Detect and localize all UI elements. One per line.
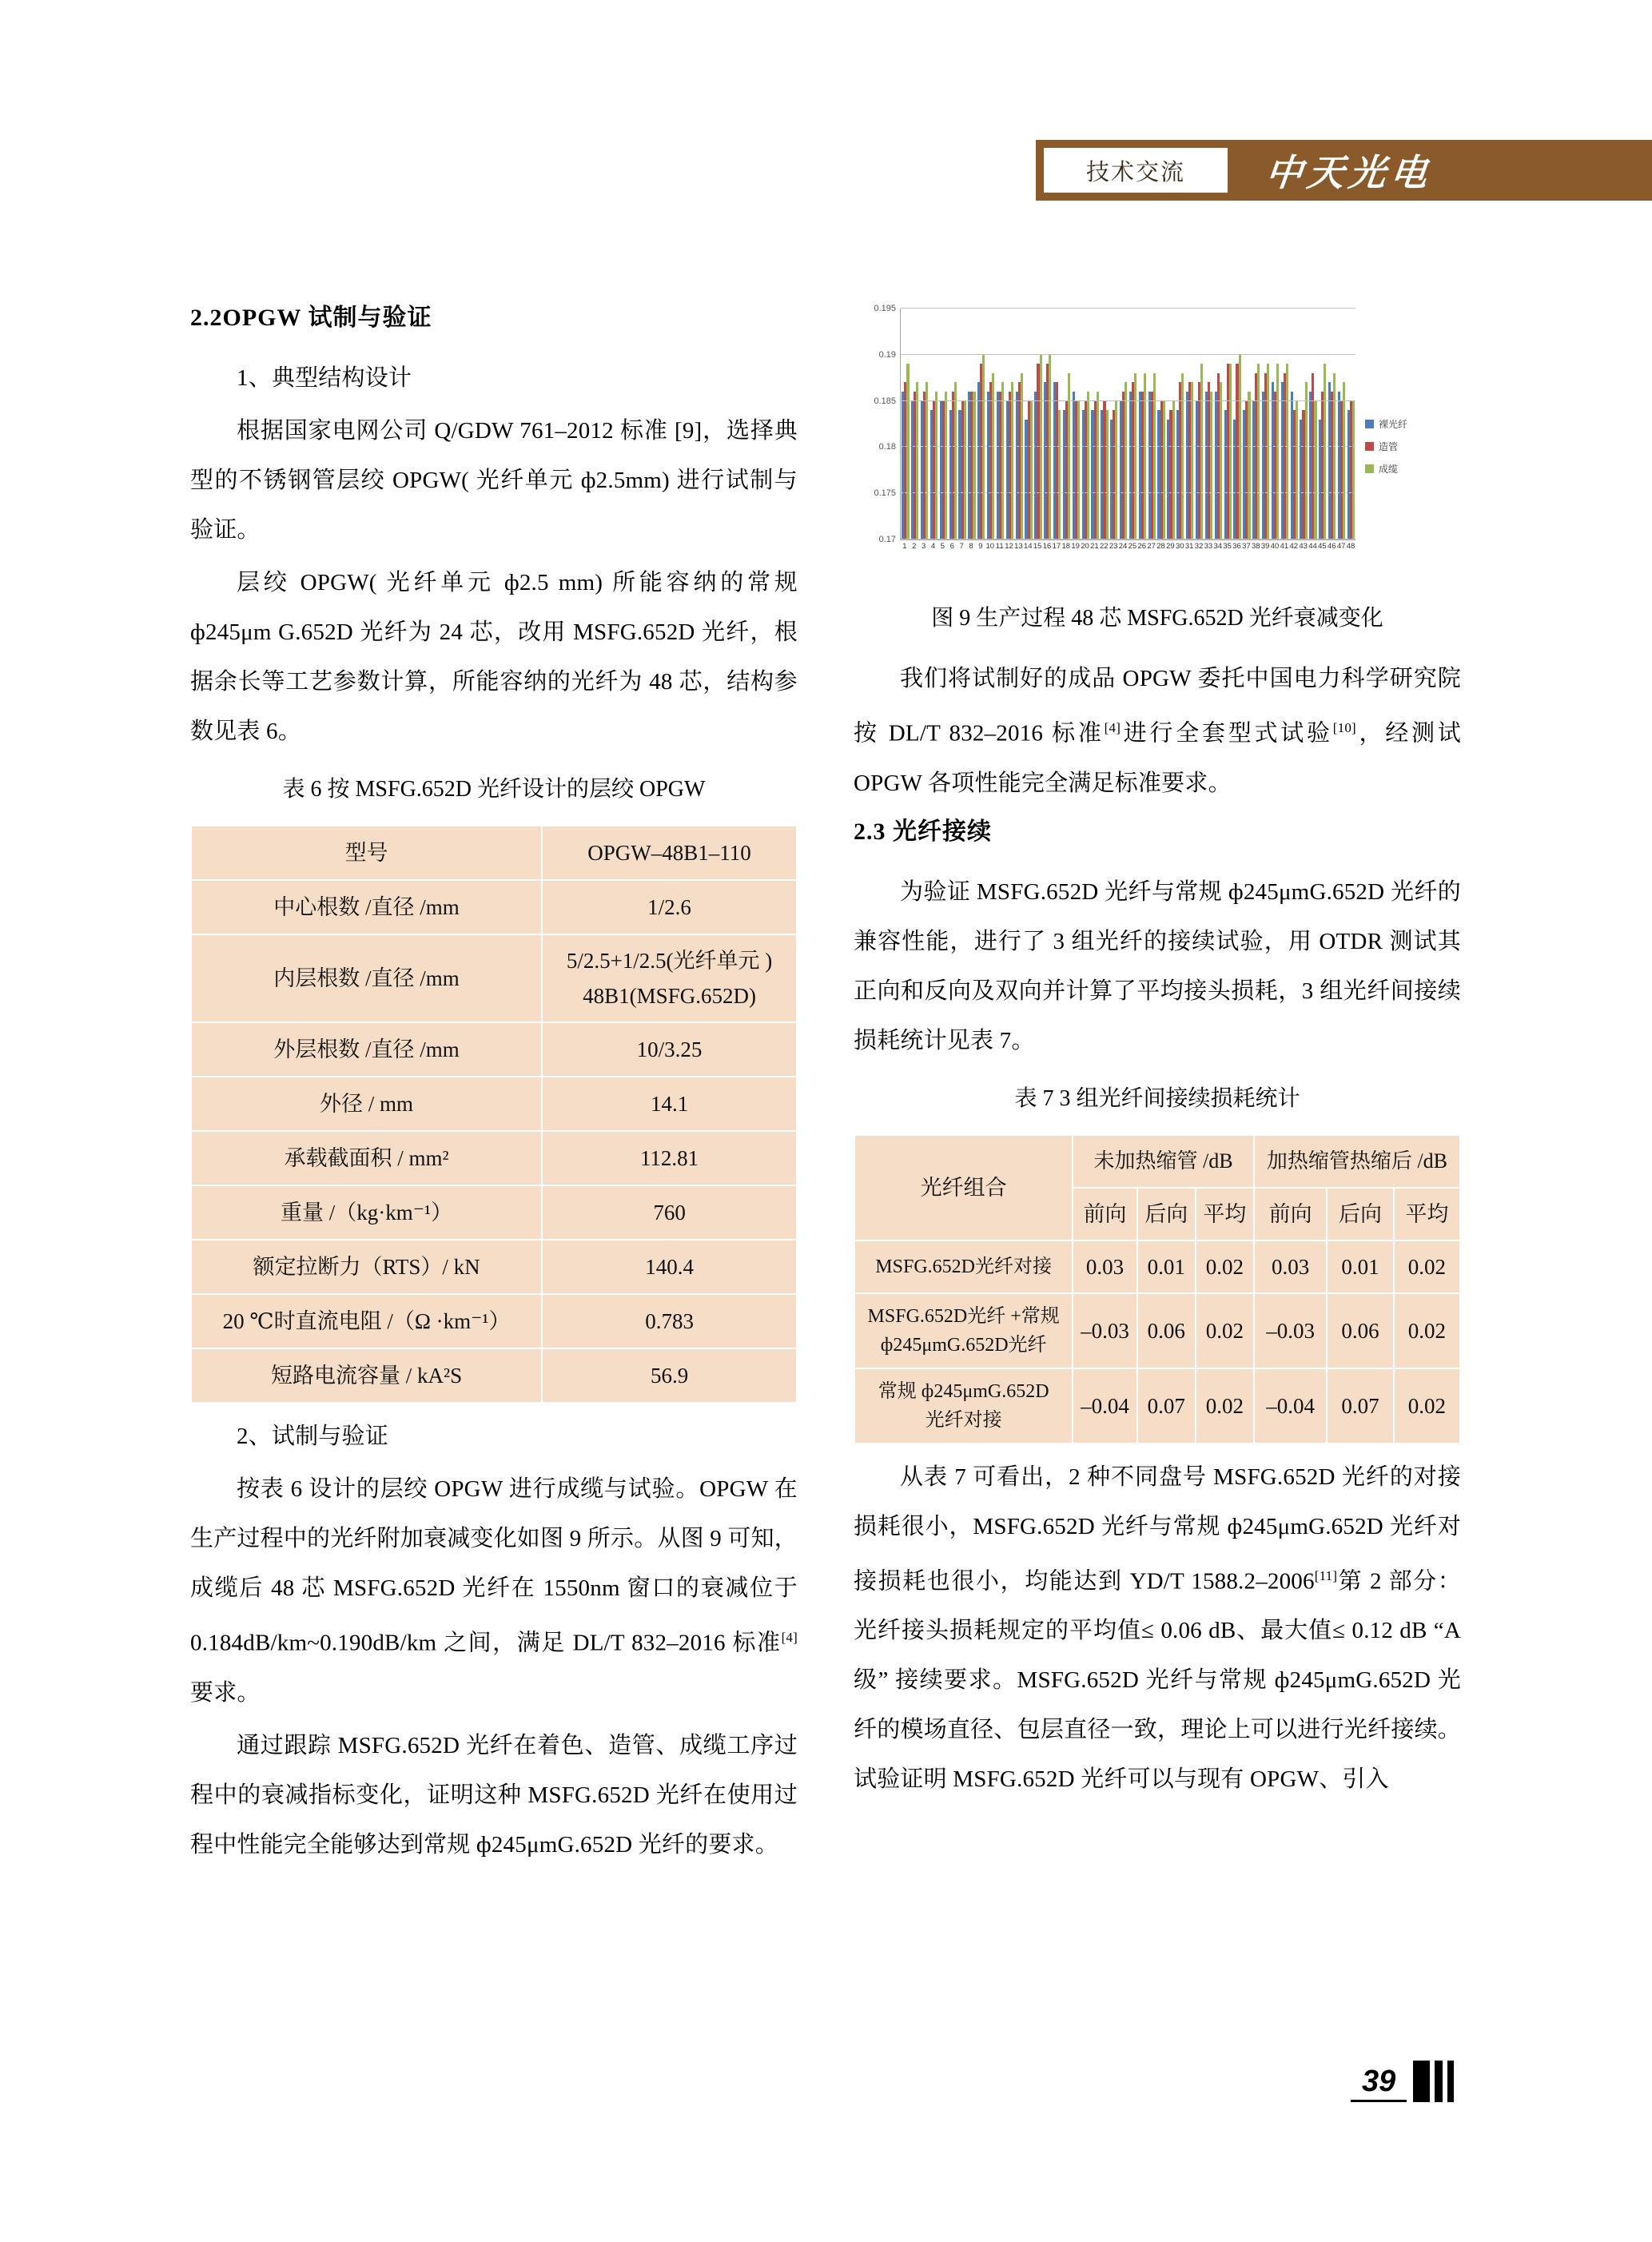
- conclusion-text-b: 第 2 部分：光纤接头损耗规定的平均值≤ 0.06 dB、最大值≤ 0.12 dB “A 级” 接续要求。MSFG.652D 光纤与常规 ф245μmG.652D 光纤的模场直径、包层直径一致，理论上可以进行光纤接续。试验证明 MSFG.652D 光纤可以与现有 OPGW、引入: [854, 1568, 1462, 1793]
- table7-value-cell-0: –0.03: [1073, 1293, 1136, 1368]
- chart-legend-item: [1365, 462, 1407, 476]
- page-number: 39: [1351, 2066, 1407, 2102]
- table7-value-cell-0: –0.04: [1073, 1368, 1136, 1444]
- chart-x-tick-label: 15: [1033, 542, 1042, 551]
- reference-marker-4b: [4]: [1104, 720, 1121, 735]
- chart-gridline: [874, 488, 1355, 499]
- chart-y-tick-label: 0.18: [878, 442, 896, 452]
- chart-bar-group: [920, 309, 929, 540]
- chart-bar-group: [977, 309, 986, 540]
- table-row: [191, 1077, 797, 1131]
- chart-bar-group: [1147, 309, 1156, 540]
- table7-combo-cell: 常规 ф245μmG.652D 光纤对接: [854, 1368, 1073, 1444]
- table6-value-cell: 1/2.6: [542, 880, 797, 934]
- table7-value-cell-1: 0.06: [1137, 1293, 1196, 1368]
- figure-9-attenuation-chart: [854, 297, 1461, 585]
- table6-label-cell: 短路电流容量 / kA²S: [191, 1348, 542, 1403]
- chart-bar-group: [1289, 309, 1299, 540]
- chart-bar-group: [1232, 309, 1242, 540]
- paragraph-attenuation-tracking: 通过跟踪 MSFG.652D 光纤在着色、造管、成缆工序过程中的衰减指标变化，证明这种 MSFG.652D 光纤在使用过程中性能完全能够达到常规 ф245μmG.652D 光纤的要求。: [190, 1732, 798, 1858]
- table7-header-row-main: [854, 1135, 1460, 1188]
- chart-bar-成缆: [1077, 401, 1080, 540]
- paragraph-splice-test: 为验证 MSFG.652D 光纤与常规 ф245μmG.652D 光纤的兼容性能，进行了 3 组光纤的接续试验，用 OTDR 测试其正向和反向及双向并计算了平均接头损耗，3 组光纤间接续损耗统计见表 7。: [854, 878, 1461, 1053]
- chart-x-tick-label: 22: [1100, 542, 1109, 551]
- chart-x-tick-label: 40: [1270, 542, 1280, 551]
- table-row: [854, 1368, 1460, 1444]
- chart-bar-成缆: [973, 392, 975, 540]
- chart-bar-group: [957, 309, 967, 540]
- chart-bar-成缆: [1030, 401, 1033, 540]
- chart-bar-成缆: [1011, 382, 1013, 540]
- chart-x-tick-label: 25: [1128, 542, 1137, 551]
- table-row: [191, 1240, 797, 1294]
- chart-bar-group: [1166, 309, 1176, 540]
- reference-marker-10: [10]: [1332, 720, 1356, 735]
- table7-subheader-3: 前向: [1254, 1188, 1328, 1240]
- chart-bar-成缆: [1001, 382, 1004, 540]
- chart-x-tick-label: 7: [959, 542, 964, 551]
- chart-bar-group: [1318, 309, 1328, 540]
- table-row: [854, 1240, 1460, 1293]
- chart-bar-group: [1053, 309, 1062, 540]
- chart-bar-成缆: [1191, 382, 1193, 540]
- chart-y-tick-label: 0.195: [874, 304, 896, 313]
- table7-header-group-1: 加热缩管热缩后 /dB: [1254, 1135, 1460, 1188]
- chart-gridline: [878, 442, 1355, 452]
- chart-bar-成缆: [945, 392, 947, 540]
- chart-bar-成缆: [1040, 355, 1042, 540]
- chart-bar-group: [1299, 309, 1308, 540]
- subsection-2-label: 2、试制与验证: [237, 1424, 388, 1449]
- table7-value-cell-4: 0.06: [1327, 1293, 1393, 1368]
- header-category-tag: 技术交流: [1044, 148, 1228, 193]
- chart-bar-成缆: [1286, 364, 1288, 540]
- reference-marker-11: [11]: [1314, 1567, 1338, 1583]
- chart-bar-group: [948, 309, 957, 540]
- chart-x-tick-label: 41: [1280, 542, 1289, 551]
- type-test-text-c: ，经测试 OPGW 各项性能完全满足标准要求。: [854, 720, 1461, 796]
- legend-swatch-icon: [1365, 420, 1374, 428]
- table6-value-cell: 56.9: [542, 1348, 797, 1403]
- table-row: [191, 1348, 797, 1403]
- chart-y-tick-label: 0.19: [878, 349, 896, 360]
- chart-bar-group: [1062, 309, 1072, 540]
- table7-value-cell-0: 0.03: [1073, 1240, 1136, 1293]
- table6-value-cell: 14.1: [542, 1077, 797, 1131]
- table6-value-cell: 5/2.5+1/2.5(光纤单元 ) 48B1(MSFG.652D): [542, 934, 797, 1022]
- chart-area: [854, 297, 1413, 573]
- chart-bar-成缆: [1087, 392, 1089, 540]
- chart-bar-成缆: [1220, 382, 1222, 540]
- chart-bar-成缆: [954, 382, 957, 540]
- chart-x-tick-label: 16: [1042, 542, 1052, 551]
- table6-label-cell: 内层根数 /直径 /mm: [191, 934, 542, 1022]
- chart-bar-group: [1119, 309, 1129, 540]
- figure9-caption: 图 9 生产过程 48 芯 MSFG.652D 光纤衰减变化: [931, 606, 1383, 631]
- chart-bar-group: [1014, 309, 1024, 540]
- table6-value-cell: 10/3.25: [542, 1022, 797, 1077]
- chart-x-tick-label: 21: [1090, 542, 1099, 551]
- table6-label-cell: 额定拉断力（RTS）/ kN: [191, 1240, 542, 1294]
- chart-bar-成缆: [1352, 401, 1355, 540]
- chart-bar-成缆: [926, 382, 928, 540]
- chart-bar-group: [1328, 309, 1337, 540]
- chart-x-tick-label: 11: [995, 542, 1004, 551]
- table7-value-cell-5: 0.02: [1394, 1368, 1460, 1444]
- chart-bar-group: [1109, 309, 1119, 540]
- legend-swatch-icon: [1365, 464, 1374, 473]
- chart-bar-成缆: [1296, 401, 1298, 540]
- table7-combo-cell: MSFG.652D光纤 +常规 ф245μmG.652D光纤: [854, 1293, 1073, 1368]
- chart-gridline: [878, 535, 1355, 544]
- paragraph-structure-design: 根据国家电网公司 Q/GDW 761–2012 标准 [9]，选择典型的不锈钢管层绞 OPGW( 光纤单元 ф2.5mm) 进行试制与验证。: [190, 418, 798, 543]
- legend-label: 造管: [1379, 441, 1399, 452]
- chart-x-tick-label: 23: [1109, 542, 1118, 551]
- chart-x-tick-label: 10: [985, 542, 995, 551]
- table6-label-cell: 中心根数 /直径 /mm: [191, 880, 542, 934]
- chart-bar-成缆: [1125, 382, 1127, 540]
- table6-value-cell: 112.81: [542, 1131, 797, 1185]
- chart-x-tick-label: 4: [930, 542, 936, 551]
- chart-bar-group: [1346, 309, 1355, 540]
- chart-y-tick-label: 0.17: [878, 535, 896, 544]
- table6-value-cell: OPGW–48B1–110: [542, 826, 797, 880]
- chart-x-tick-label: 34: [1213, 542, 1223, 551]
- chart-x-tick-label: 18: [1061, 542, 1071, 551]
- chart-bar-成缆: [1181, 373, 1184, 540]
- chart-x-tick-label: 3: [922, 542, 926, 551]
- chart-bar-group: [1156, 309, 1166, 540]
- table7-value-cell-2: 0.02: [1196, 1368, 1254, 1444]
- paragraph-type-test: [854, 654, 1461, 808]
- chart-x-tick-label: 19: [1071, 542, 1080, 551]
- chart-bar-group: [1223, 309, 1232, 540]
- table7-header-group-0: 未加热缩管 /dB: [1073, 1135, 1254, 1188]
- chart-x-tick-label: 45: [1318, 542, 1327, 551]
- chart-bar-group: [910, 309, 920, 540]
- table7-value-cell-5: 0.02: [1394, 1293, 1460, 1368]
- table7-value-cell-1: 0.01: [1137, 1240, 1196, 1293]
- chart-bar-成缆: [1172, 401, 1175, 540]
- reference-marker-4: [4]: [781, 1630, 798, 1645]
- table7-header-combo: 光纤组合: [854, 1135, 1073, 1240]
- chart-bar-成缆: [1239, 355, 1241, 540]
- table7-subheader-0: 前向: [1073, 1188, 1136, 1240]
- chart-bar-成缆: [1068, 373, 1070, 540]
- chart-x-tick-label: 38: [1252, 542, 1260, 551]
- chart-bar-group: [1081, 309, 1090, 540]
- chart-gridline: [874, 396, 1355, 406]
- chart-bar-group: [1185, 309, 1195, 540]
- footer-decoration-bars: [1408, 2061, 1454, 2102]
- chart-x-tick-label: 42: [1289, 542, 1299, 551]
- chart-x-tick-label: 14: [1024, 542, 1033, 551]
- chart-x-tick-label: 9: [978, 542, 983, 551]
- chart-bar-成缆: [1343, 382, 1345, 540]
- chart-bar-成缆: [1314, 401, 1316, 540]
- chart-bar-成缆: [1276, 364, 1279, 540]
- table-7-splice-loss: [854, 1134, 1461, 1444]
- chart-bar-成缆: [1163, 401, 1165, 540]
- chart-bar-成缆: [1200, 364, 1203, 540]
- paragraph-trial-production: [190, 1464, 798, 1718]
- chart-bar-group: [1176, 309, 1185, 540]
- chart-legend-item: [1365, 417, 1407, 431]
- table7-subheader-4: 后向: [1327, 1188, 1393, 1240]
- chart-x-tick-label: 44: [1308, 542, 1317, 551]
- page-footer: [1351, 2061, 1454, 2102]
- chart-bar-成缆: [1229, 364, 1232, 540]
- chart-bar-group: [1005, 309, 1014, 540]
- table6-label-cell: 重量 /（kg·km⁻¹）: [191, 1185, 542, 1240]
- chart-bar-group: [986, 309, 996, 540]
- chart-bar-group: [1261, 309, 1271, 540]
- table-row: [191, 1022, 797, 1077]
- chart-bar-成缆: [1097, 392, 1099, 540]
- chart-x-tick-label: 2: [912, 542, 917, 551]
- chart-bar-group: [1043, 309, 1053, 540]
- table6-label-cell: 型号: [191, 826, 542, 880]
- table7-value-cell-3: –0.03: [1254, 1293, 1328, 1368]
- right-column: [854, 297, 1461, 1807]
- chart-x-tick-label: 33: [1204, 542, 1213, 551]
- table-row: [191, 1294, 797, 1348]
- chart-bar-group: [967, 309, 977, 540]
- table7-combo-cell: MSFG.652D光纤对接: [854, 1240, 1073, 1293]
- chart-bar-group: [1280, 309, 1289, 540]
- chart-bar-成缆: [1153, 373, 1156, 540]
- table-row: [854, 1293, 1460, 1368]
- chart-bar-group: [1100, 309, 1109, 540]
- table-row: [191, 826, 797, 880]
- chart-x-tick-label: 35: [1223, 542, 1232, 551]
- table7-subheader-1: 后向: [1137, 1188, 1196, 1240]
- chart-x-tick-label: 43: [1299, 542, 1308, 551]
- chart-x-tick-label: 32: [1194, 542, 1204, 551]
- chart-x-tick-label: 27: [1147, 542, 1156, 551]
- table7-value-cell-2: 0.02: [1196, 1240, 1254, 1293]
- section-heading-2-2: 2.2OPGW 试制与验证: [190, 305, 432, 331]
- chart-bar-group: [1252, 309, 1261, 540]
- chart-bar-成缆: [1115, 401, 1117, 540]
- chart-bar-成缆: [1210, 392, 1212, 540]
- table6-value-cell: 0.783: [542, 1294, 797, 1348]
- chart-bar-成缆: [916, 382, 918, 540]
- chart-bar-成缆: [1021, 373, 1023, 540]
- chart-bar-成缆: [1049, 355, 1051, 540]
- chart-x-tick-label: 26: [1137, 542, 1147, 551]
- chart-x-tick-label: 47: [1336, 542, 1346, 551]
- header-banner: [1036, 140, 1652, 201]
- paragraph-conclusion: [854, 1452, 1461, 1805]
- table7-value-cell-3: 0.03: [1254, 1240, 1328, 1293]
- table7-value-cell-3: –0.04: [1254, 1368, 1328, 1444]
- chart-bar-group: [1204, 309, 1214, 540]
- chart-bar-group: [1024, 309, 1033, 540]
- chart-x-tick-label: 37: [1242, 542, 1251, 551]
- chart-bar-成缆: [1333, 373, 1336, 540]
- chart-x-tick-label: 1: [902, 542, 907, 551]
- chart-bar-成缆: [1257, 364, 1260, 540]
- table-row: [191, 880, 797, 934]
- table7-subheader-5: 平均: [1394, 1188, 1460, 1240]
- chart-x-tick-label: 5: [940, 542, 945, 551]
- chart-x-tick-label: 48: [1346, 542, 1355, 551]
- chart-x-tick-label: 13: [1014, 542, 1023, 551]
- chart-x-tick-label: 39: [1260, 542, 1270, 551]
- table-row: [191, 1185, 797, 1240]
- section-heading-2-3: 2.3 光纤接续: [854, 818, 992, 845]
- chart-x-tick-label: 17: [1052, 542, 1061, 551]
- chart-bar-group: [1213, 309, 1223, 540]
- chart-x-tick-label: 36: [1232, 542, 1241, 551]
- paragraph-trial-text-a: 按表 6 设计的层绞 OPGW 进行成缆与试验。OPGW 在生产过程中的光纤附加衰减变化如图 9 所示。从图 9 可知，成缆后 48 芯 MSFG.652D 光纤在 1550nm 窗口的衰减位于 0.184dB/km~0.190dB/km 之间，满足 DL/T 832–2016 标准: [190, 1476, 798, 1656]
- header-brand-logo: 中天光电: [1263, 153, 1435, 193]
- chart-legend-item: [1365, 440, 1407, 453]
- type-test-text-a: 我们将试制好的成品 OPGW 委托中国电力科学研究院按 DL/T 832–2016 标准: [854, 666, 1461, 747]
- chart-bar-成缆: [1248, 392, 1250, 540]
- table6-caption: 表 6 按 MSFG.652D 光纤设计的层绞 OPGW: [282, 777, 706, 802]
- chart-bar-group: [1271, 309, 1280, 540]
- table7-subheader-2: 平均: [1196, 1188, 1254, 1240]
- table6-label-cell: 外层根数 /直径 /mm: [191, 1022, 542, 1077]
- chart-x-tick-label: 8: [969, 542, 973, 551]
- chart-bar-成缆: [964, 401, 966, 540]
- table-6-opgw-parameters: [190, 825, 798, 1404]
- chart-bar-成缆: [1144, 373, 1146, 540]
- chart-bar-group: [1242, 309, 1252, 540]
- table-row: [191, 934, 797, 1022]
- chart-bar-group: [1129, 309, 1138, 540]
- subsection-1-label: 1、典型结构设计: [237, 365, 412, 391]
- chart-bar-group: [1195, 309, 1204, 540]
- chart-plot-area: [874, 304, 1355, 544]
- table7-value-cell-2: 0.02: [1196, 1293, 1254, 1368]
- chart-bar-成缆: [935, 392, 937, 540]
- legend-label: 裸光纤: [1379, 419, 1408, 430]
- chart-bar-group: [1090, 309, 1100, 540]
- paragraph-fiber-capacity: 层绞 OPGW( 光纤单元 ф2.5 mm) 所能容纳的常规 ф245μm G.652D 光纤为 24 芯，改用 MSFG.652D 光纤，根据余长等工艺参数计算，所能容纳的光纤为 48 芯，结构参数见表 6。: [190, 570, 798, 744]
- paragraph-trial-text-b: 要求。: [190, 1679, 261, 1706]
- chart-gridline: [874, 304, 1355, 313]
- chart-bar-group: [929, 309, 939, 540]
- chart-x-tick-label: 24: [1118, 542, 1128, 551]
- chart-bar-group: [1071, 309, 1081, 540]
- chart-x-tick-label: 29: [1166, 542, 1175, 551]
- legend-label: 成缆: [1379, 464, 1399, 475]
- chart-bar-group: [1137, 309, 1147, 540]
- chart-bar-group: [901, 309, 910, 540]
- chart-x-axis-labels: [900, 542, 1355, 551]
- conclusion-text-a: 从表 7 可看出，2 种不同盘号 MSFG.652D 光纤的对接损耗很小，MSFG.652D 光纤与常规 ф245μmG.652D 光纤对接损耗也很小，均能达到 YD/T 1588.2–2006: [854, 1463, 1461, 1595]
- table6-value-cell: 760: [542, 1185, 797, 1240]
- chart-x-tick-label: 20: [1081, 542, 1089, 551]
- table7-value-cell-4: 0.07: [1327, 1368, 1393, 1444]
- left-column: [190, 297, 798, 1873]
- chart-y-tick-label: 0.175: [874, 488, 896, 499]
- chart-bar-成缆: [1324, 364, 1326, 540]
- chart-x-tick-label: 28: [1156, 542, 1165, 551]
- table6-label-cell: 20 ℃时直流电阻 /（Ω ·km⁻¹）: [191, 1294, 542, 1348]
- chart-y-tick-label: 0.185: [874, 396, 896, 406]
- chart-bar-成缆: [1267, 364, 1269, 540]
- table7-caption: 表 7 3 组光纤间接续损耗统计: [1014, 1085, 1300, 1111]
- chart-bar-成缆: [1305, 382, 1308, 540]
- chart-bars-container: [901, 309, 1355, 540]
- chart-bar-成缆: [1134, 373, 1136, 540]
- chart-bar-成缆: [1106, 410, 1109, 540]
- table6-label-cell: 承载截面积 / mm²: [191, 1131, 542, 1185]
- table6-label-cell: 外径 / mm: [191, 1077, 542, 1131]
- table6-value-cell: 140.4: [542, 1240, 797, 1294]
- chart-bar-group: [1033, 309, 1043, 540]
- chart-bar-group: [938, 309, 948, 540]
- table-row: [191, 1131, 797, 1185]
- chart-x-tick-label: 46: [1328, 542, 1336, 551]
- table7-value-cell-5: 0.02: [1394, 1240, 1460, 1293]
- chart-bar-成缆: [992, 373, 994, 540]
- chart-gridline: [878, 349, 1355, 360]
- table7-value-cell-1: 0.07: [1137, 1368, 1196, 1444]
- table7-value-cell-4: 0.01: [1327, 1240, 1393, 1293]
- chart-bar-成缆: [982, 355, 985, 540]
- chart-legend: [1365, 417, 1407, 484]
- type-test-text-b: 进行全套型式试验: [1121, 720, 1333, 747]
- legend-swatch-icon: [1365, 442, 1374, 451]
- chart-x-tick-label: 12: [1005, 542, 1013, 551]
- chart-x-tick-label: 31: [1184, 542, 1194, 551]
- chart-x-tick-label: 30: [1176, 542, 1184, 551]
- chart-bar-group: [1308, 309, 1318, 540]
- chart-bar-成缆: [906, 364, 909, 540]
- chart-bar-group: [1337, 309, 1347, 540]
- chart-bar-成缆: [1058, 410, 1061, 540]
- chart-bar-group: [996, 309, 1005, 540]
- chart-x-tick-label: 6: [949, 542, 954, 551]
